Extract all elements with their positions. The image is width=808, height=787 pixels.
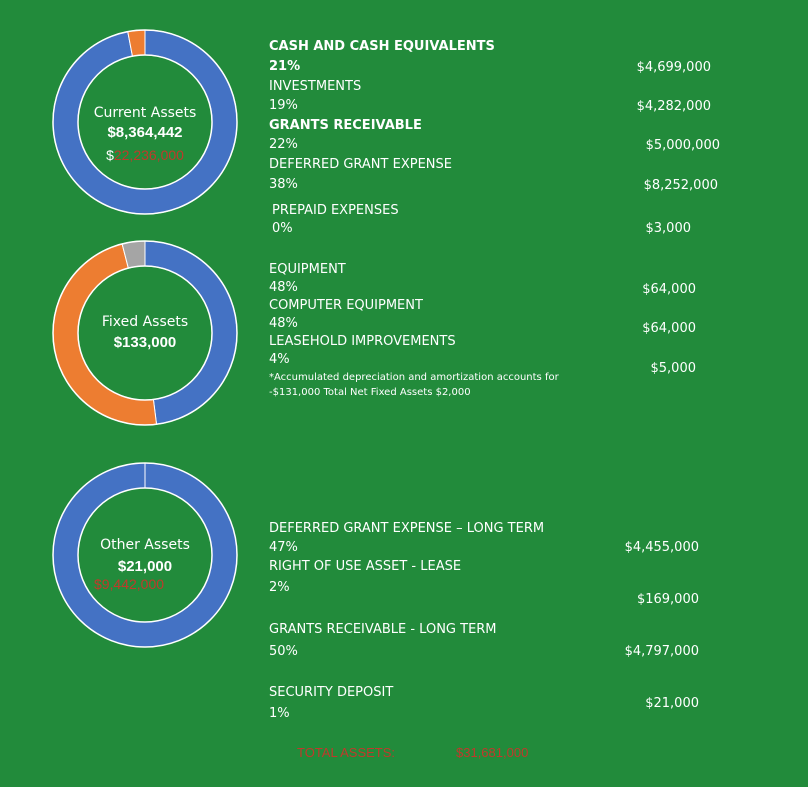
other-item-pct: 2% <box>269 580 290 595</box>
other-item-amount: $169,000 <box>636 592 699 607</box>
donut-slice-1 <box>66 476 225 635</box>
fixed-item-name: EQUIPMENT <box>269 262 346 277</box>
other-item-name: SECURITY DEPOSIT <box>269 685 394 700</box>
fixed-note-line: -$131,000 Total Net Fixed Assets $2,000 <box>269 387 471 398</box>
donut-other-assets <box>50 460 240 650</box>
current-item-pct: 22% <box>269 137 298 152</box>
donut-slice-1 <box>145 241 237 424</box>
current-item-name: INVESTMENTS <box>269 79 362 94</box>
alt-value-number: 22,236,000 <box>113 147 184 163</box>
chart-value-label: $21,000 <box>117 558 173 575</box>
donut-chart-svg <box>50 238 240 428</box>
other-item-name: RIGHT OF USE ASSET - LEASE <box>269 559 462 574</box>
current-item-amount: $5,000,000 <box>645 138 720 153</box>
fixed-item-pct: 48% <box>269 280 298 295</box>
fixed-item-name: COMPUTER EQUIPMENT <box>269 298 423 313</box>
alt-value-prefix: $ <box>106 147 114 163</box>
fixed-item-name: LEASEHOLD IMPROVEMENTS <box>269 334 456 349</box>
fixed-item-amount: $64,000 <box>642 282 696 297</box>
current-item-amount: $8,252,000 <box>643 178 718 193</box>
other-item-pct: 50% <box>269 644 298 659</box>
current-item-name: DEFERRED GRANT EXPENSE <box>269 157 452 172</box>
other-item-pct: 1% <box>269 706 290 721</box>
current-item-name: GRANTS RECEIVABLE <box>269 118 422 133</box>
current-item-name: CASH AND CASH EQUIVALENTS <box>269 39 495 54</box>
donut-fixed-assets <box>50 238 240 428</box>
current-item-name: PREPAID EXPENSES <box>272 203 399 218</box>
chart-alt-value: $9,442,000 <box>93 576 165 592</box>
chart-value-label: $133,000 <box>113 334 177 351</box>
other-item-amount: $4,455,000 <box>624 540 699 555</box>
current-item-pct: 0% <box>272 221 293 236</box>
chart-title: Current Assets <box>93 105 197 121</box>
other-item-amount: $21,000 <box>645 696 699 711</box>
donut-slice-1 <box>53 30 237 214</box>
chart-value-label: $8,364,442 <box>107 124 183 141</box>
fixed-item-amount: $64,000 <box>642 321 696 336</box>
other-item-pct: 47% <box>269 540 298 555</box>
fixed-note-line: *Accumulated depreciation and amortization accounts for <box>269 372 559 383</box>
fixed-item-pct: 4% <box>269 352 290 367</box>
donut-inner-border <box>78 55 212 189</box>
donut-inner-border <box>78 488 212 622</box>
current-item-amount: $4,282,000 <box>636 99 711 114</box>
chart-title: Fixed Assets <box>101 314 189 330</box>
current-item-pct: 19% <box>269 98 298 113</box>
total-assets-label: TOTAL ASSETS: <box>297 745 396 760</box>
other-item-name: GRANTS RECEIVABLE - LONG TERM <box>269 622 497 637</box>
other-item-amount: $4,797,000 <box>624 644 699 659</box>
fixed-item-amount: $5,000 <box>650 361 696 376</box>
current-item-amount: $3,000 <box>645 221 691 236</box>
donut-inner-border <box>78 266 212 400</box>
chart-alt-value <box>50 147 240 163</box>
fixed-item-pct: 48% <box>269 316 298 331</box>
donut-chart-svg <box>50 27 240 217</box>
current-item-pct: 38% <box>269 177 298 192</box>
total-assets-value: $31,681,000 <box>456 745 529 760</box>
other-item-name: DEFERRED GRANT EXPENSE – LONG TERM <box>269 521 545 536</box>
current-item-pct: 21% <box>269 59 301 74</box>
current-item-amount: $4,699,000 <box>636 60 711 75</box>
donut-current-assets <box>50 27 240 217</box>
chart-title: Other Assets <box>100 537 190 553</box>
donut-chart-svg <box>50 460 240 650</box>
